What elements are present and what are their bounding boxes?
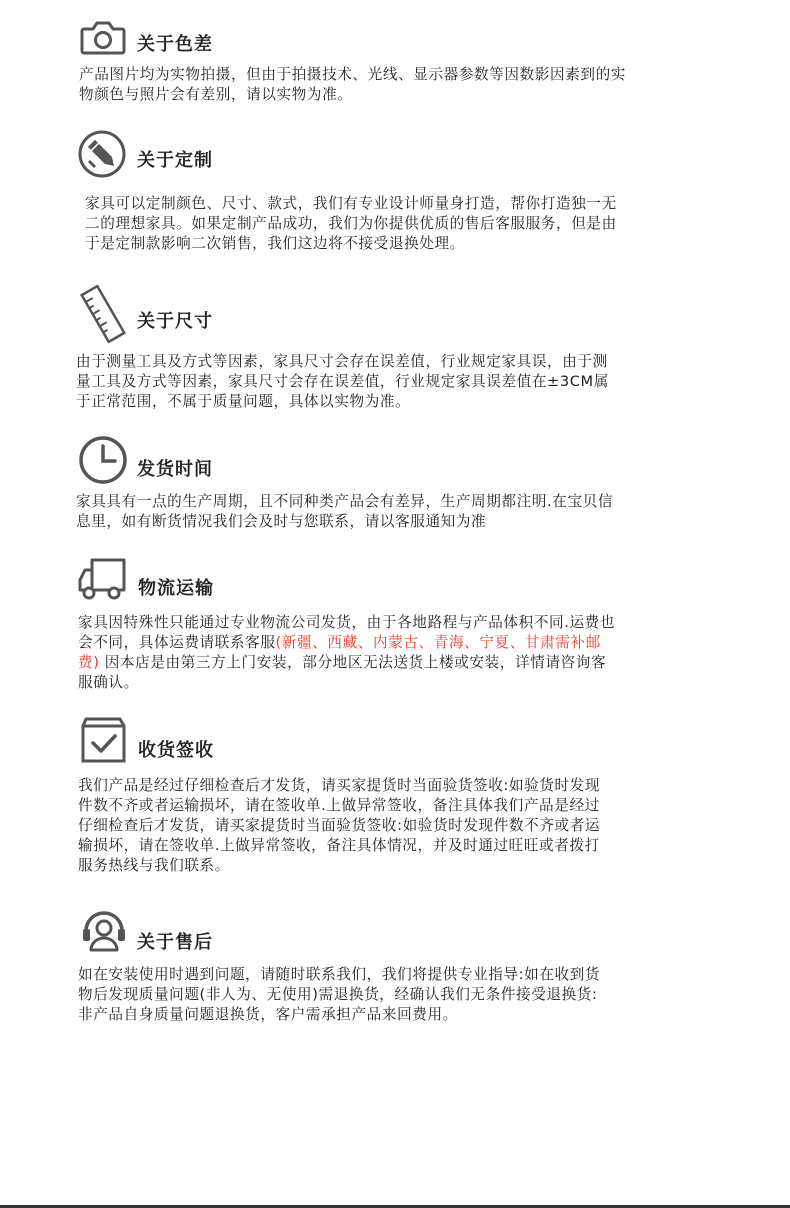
section-body [78,776,600,876]
headset-agent-icon [80,906,128,954]
section-body [78,965,600,1025]
section-body [76,352,609,412]
body-line: 于是定制款影响二次销售，我们这边将不接受退换处理。 [85,235,465,252]
body-line: 家具具有一点的生产周期，且不同种类产品会有差异，生产周期都注明.在宝贝信 [76,493,614,510]
section-title: 发货时间 [137,459,213,480]
body-line: 由于测量工具及方式等因素，家具尺寸会存在误差值，行业规定家具误，由于测 [76,353,608,370]
section-title: 物流运输 [138,578,214,599]
body-line: 输损坏，请在签收单.上做异常签收，备注具体情况，并及时通过旺旺或者拨打 [78,837,600,854]
body-line: 物颜色与照片会有差别，请以实物为准。 [79,86,353,103]
body-line: 服务热线与我们联系。 [78,857,230,874]
body-line: 家具因特殊性只能通过专业物流公司发货，由于各地路程与产品体积不同.运费也 [78,614,616,631]
body-line: 我们产品是经过仔细检查后才发货，请买家提货时当面验货签收:如验货时发现 [78,777,601,794]
body-line: 二的理想家具。如果定制产品成功，我们为你提供优质的售后客服服务，但是由 [85,215,617,232]
section-body [76,492,613,532]
section-title: 关于色差 [137,34,213,55]
body-line: 产品图片均为实物拍摄，但由于拍摄技术、光线、显示器参数等因数影因素到的实 [79,66,626,83]
checkbox-icon [80,716,128,764]
region-surcharge-note: (新疆、西藏、内蒙古、青海、宁夏、甘肃需补邮 [275,634,601,651]
body-line: 于正常范围，不属于质量问题，具体以实物为准。 [76,393,411,410]
body-text-segment: 因本店是由第三方上门安装，部分地区无法送货上楼或安装，详情请咨询客 [99,654,607,671]
section-body [78,613,615,693]
body-line: 件数不齐或者运输损坏，请在签收单.上做异常签收，备注具体我们产品是经过 [78,797,600,814]
section-header [78,435,278,485]
body-line: 如在安装使用时遇到问题，请随时联系我们，我们将提供专业指导:如在收到货 [78,966,601,983]
body-text-segment: 会不同，具体运费请联系客服 [78,634,276,651]
body-line: 家具可以定制颜色、尺寸、款式，我们有专业设计师量身打造，帮你打造独一无 [85,195,617,212]
truck-icon [78,556,128,602]
pencil-circle-icon [78,130,126,178]
body-line [78,653,615,673]
section-title: 关于尺寸 [137,311,213,332]
section-header [80,906,280,956]
section-header [78,285,278,335]
section-title: 关于定制 [137,150,213,171]
section-header [80,716,280,766]
section-body [85,194,617,254]
body-line: 服确认。 [78,674,139,691]
clock-icon [78,435,128,485]
camera-icon [80,20,126,56]
region-surcharge-note: 费) [78,654,100,671]
section-title: 关于售后 [137,932,213,953]
section-header [80,20,280,70]
body-line: 非产品自身质量问题退换货，客户需承担产品来回费用。 [78,1006,458,1023]
body-line: 物后发现质量问题(非人为、无使用)需退换货，经确认我们无条件接受退换货: [78,986,598,1003]
section-title: 收货签收 [138,740,214,761]
section-body [79,65,626,105]
section-header [78,130,278,180]
body-line: 息里，如有断货情况我们会及时与您联系，请以客服通知为准 [76,513,487,530]
ruler-icon [78,285,128,343]
body-line: 量工具及方式等因素，家具尺寸会存在误差值，行业规定家具误差值在±3CM属 [76,373,609,390]
body-line: 仔细检查后才发货，请买家提货时当面验货签收:如验货时发现件数不齐或者运 [78,817,601,834]
body-line [78,633,615,653]
section-header [78,556,278,606]
